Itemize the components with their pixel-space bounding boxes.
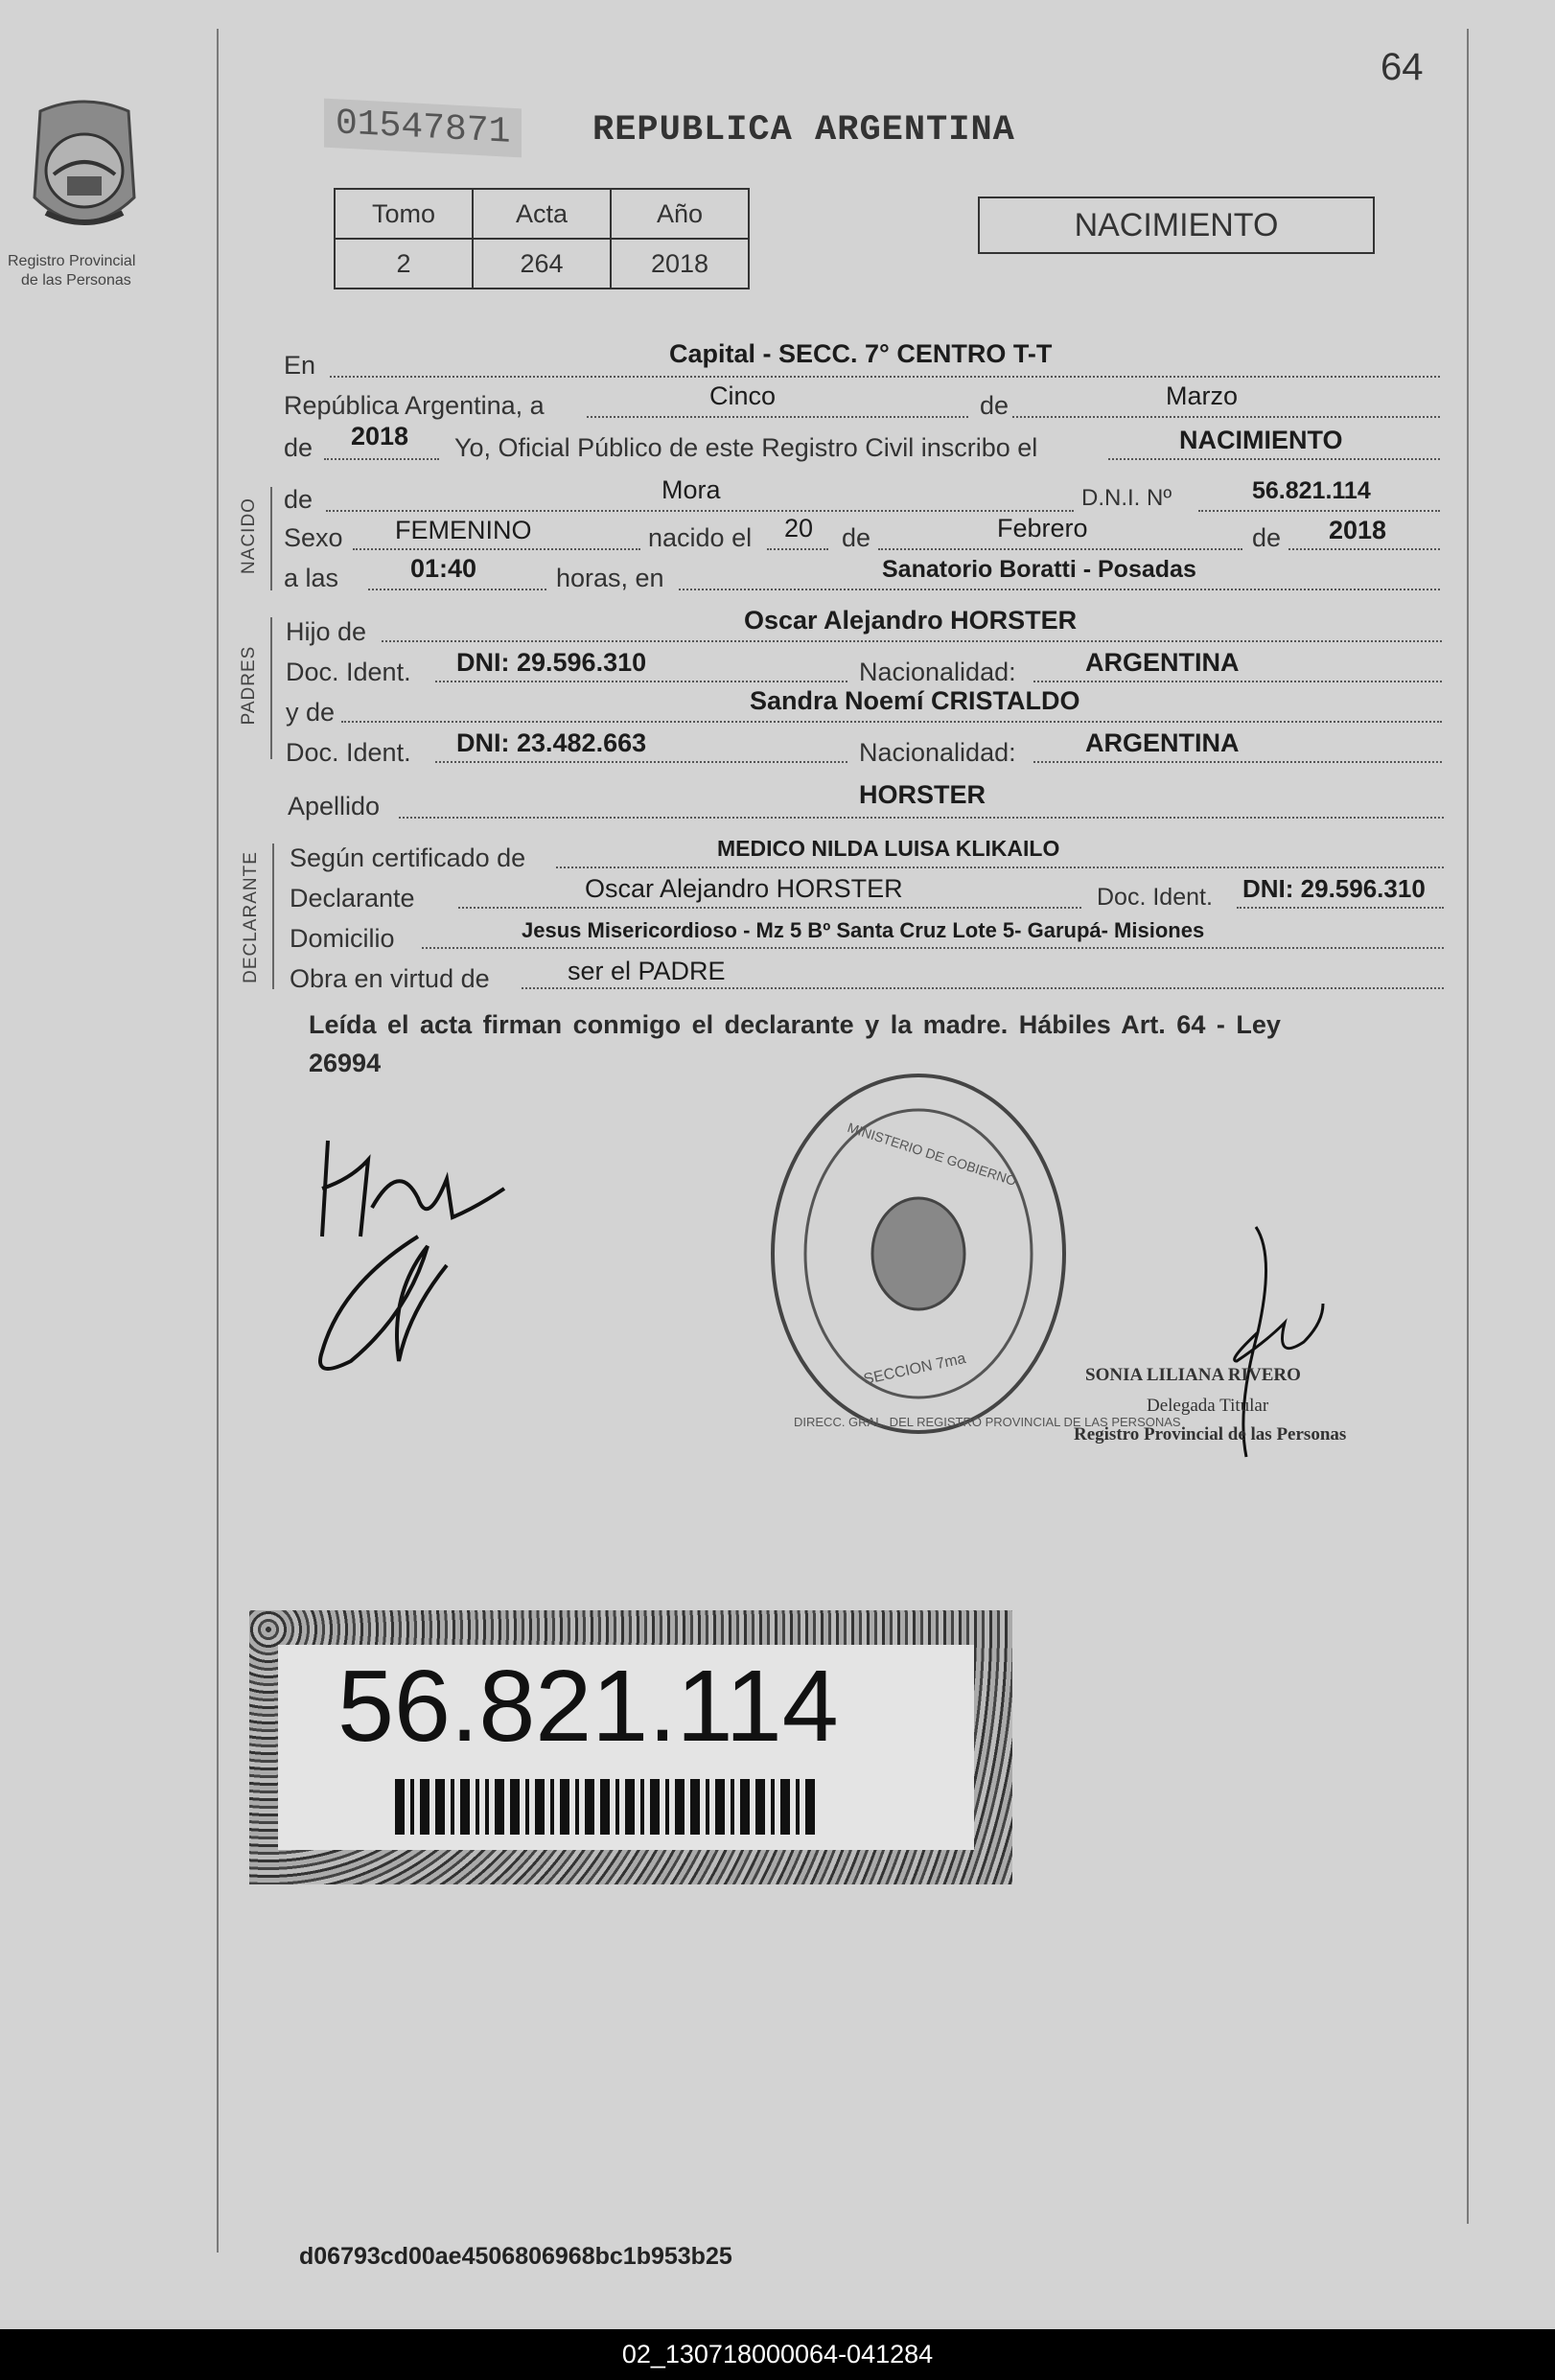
barcode-sticker [249, 1610, 1012, 1884]
value-padre-dni: DNI: 29.596.310 [456, 648, 647, 677]
closing-text-line-2: 26994 [309, 1049, 382, 1077]
label-obra: Obra en virtud de [290, 964, 490, 993]
logo-caption-2: de las Personas [21, 272, 131, 289]
right-margin-line [1467, 29, 1469, 2224]
label-de-nombre: de [284, 485, 313, 514]
value-lugar-nac: Sanatorio Boratti - Posadas [882, 556, 1196, 583]
serial-number: 01547871 [324, 99, 522, 158]
coat-of-arms-logo [21, 92, 148, 245]
ano-header: Año [611, 189, 749, 239]
side-label-padres: PADRES [239, 645, 259, 726]
label-de-year: de [284, 433, 313, 462]
value-madre-dni: DNI: 23.482.663 [456, 728, 647, 757]
dotted-line [522, 987, 1444, 989]
barcode-sticker-inner [278, 1645, 974, 1850]
dotted-line [458, 907, 1081, 909]
value-madre: Sandra Noemí CRISTALDO [750, 686, 1080, 715]
dotted-line [1033, 681, 1442, 682]
declarante-bracket [272, 843, 274, 989]
dotted-line [679, 589, 1440, 590]
dotted-line [326, 510, 1074, 512]
logo-caption-1: Registro Provincial [8, 253, 136, 269]
dotted-line [422, 947, 1444, 949]
value-anio: 2018 [351, 422, 409, 451]
dotted-line [1012, 416, 1440, 418]
value-apellido: HORSTER [859, 780, 986, 809]
value-madre-nac: ARGENTINA [1085, 728, 1240, 757]
value-padre: Oscar Alejandro HORSTER [744, 606, 1078, 635]
dotted-line [368, 589, 546, 590]
label-de-mes: de [980, 391, 1010, 420]
value-padre-nac: ARGENTINA [1085, 648, 1240, 677]
label-apellido: Apellido [288, 792, 381, 820]
value-hora: 01:40 [410, 554, 477, 583]
dotted-line [324, 458, 439, 460]
seal-outer-text: DIRECC. GRAL. DEL REGISTRO PROVINCIAL DE LAS PERSONAS [794, 1415, 1181, 1429]
acta-value: 264 [473, 239, 611, 289]
label-y-de: y de [286, 698, 336, 727]
value-declarante-dni: DNI: 29.596.310 [1242, 874, 1426, 903]
label-a-las: a las [284, 564, 339, 592]
side-label-nacido: NACIDO [239, 497, 259, 574]
dotted-line [435, 761, 847, 763]
nacido-bracket [270, 487, 272, 590]
dotted-line [1288, 548, 1440, 550]
acta-header: Acta [473, 189, 611, 239]
label-segun: Según certificado de [290, 843, 526, 872]
label-sexo: Sexo [284, 523, 343, 552]
official-role: Delegada Titular [1147, 1396, 1269, 1416]
document-hash: d06793cd00ae4506806968bc1b953b25 [299, 2243, 732, 2270]
official-seal [767, 1070, 1070, 1438]
footer-id-bar: 02_130718000064-041284 [0, 2329, 1555, 2380]
dotted-line [1198, 510, 1440, 512]
label-en: En [284, 351, 316, 380]
label-nacionalidad-padre: Nacionalidad: [859, 658, 1016, 686]
value-declarante: Oscar Alejandro HORSTER [585, 874, 903, 903]
record-type-box: NACIMIENTO [978, 196, 1375, 254]
label-de-anio: de [1252, 523, 1282, 552]
label-declarante: Declarante [290, 884, 415, 913]
value-nac-dia: 20 [784, 514, 814, 543]
dotted-line [878, 548, 1242, 550]
label-yo: Yo, Oficial Público de este Registro Civil inscribo el [454, 433, 1038, 462]
value-mes: Marzo [1166, 381, 1239, 410]
left-margin-line [217, 29, 219, 2253]
dotted-line [1237, 907, 1444, 909]
dotted-line [587, 416, 968, 418]
dotted-line [556, 867, 1444, 868]
label-republica: República Argentina, a [284, 391, 545, 420]
dotted-line [382, 640, 1442, 642]
label-dni: D.N.I. Nº [1081, 485, 1172, 511]
dotted-line [330, 376, 1440, 378]
closing-text-line-1: Leída el acta firman conmigo el declarante y la madre. Hábiles Art. 64 - Ley [309, 1010, 1281, 1039]
dotted-line [353, 548, 640, 550]
value-domicilio: Jesus Misericordioso - Mz 5 Bº Santa Cruz Lote 5- Garupá- Misiones [522, 918, 1205, 942]
label-nacionalidad-madre: Nacionalidad: [859, 738, 1016, 767]
value-tipo: NACIMIENTO [1179, 426, 1343, 454]
official-office: Registro Provincial de las Personas [1074, 1424, 1347, 1444]
official-name: SONIA LILIANA RIVERO [1085, 1365, 1301, 1385]
barcode-number: 56.821.114 [337, 1650, 839, 1763]
value-nac-anio: 2018 [1329, 516, 1387, 544]
seal-bottom-text: SECCION 7ma [862, 1350, 967, 1389]
value-nac-mes: Febrero [997, 514, 1088, 543]
declarant-signature [284, 1121, 543, 1390]
page-number: 64 [1381, 46, 1424, 88]
label-horas-en: horas, en [556, 564, 664, 592]
value-certificado: MEDICO NILDA LUISA KLIKAILO [717, 836, 1060, 861]
label-doc-ident-declarante: Doc. Ident. [1097, 884, 1213, 911]
barcode-bars [395, 1779, 855, 1835]
tomo-acta-ano-table [334, 188, 750, 289]
label-de-dia: de [842, 523, 871, 552]
value-dni: 56.821.114 [1252, 477, 1371, 504]
label-doc-ident-padre: Doc. Ident. [286, 658, 411, 686]
tomo-value: 2 [335, 239, 473, 289]
seal-inner-text: MINISTERIO DE GOBIERNO [846, 1119, 1019, 1190]
dotted-line [1108, 458, 1440, 460]
label-nacido-el: nacido el [648, 523, 753, 552]
label-hijo-de: Hijo de [286, 617, 367, 646]
padres-bracket [270, 617, 272, 759]
dotted-line [767, 548, 828, 550]
value-lugar: Capital - SECC. 7° CENTRO T-T [669, 339, 1053, 368]
dotted-line [399, 817, 1444, 819]
value-sexo: FEMENINO [395, 516, 532, 544]
value-dia-letras: Cinco [709, 381, 777, 410]
value-obra: ser el PADRE [568, 957, 726, 985]
document-title: REPUBLICA ARGENTINA [592, 110, 1015, 150]
side-label-declarante: DECLARANTE [241, 851, 261, 983]
label-domicilio: Domicilio [290, 924, 395, 953]
dotted-line [1033, 761, 1442, 763]
value-nombre: Mora [661, 475, 721, 504]
ano-value: 2018 [611, 239, 749, 289]
label-doc-ident-madre: Doc. Ident. [286, 738, 411, 767]
dotted-line [435, 681, 847, 682]
tomo-header: Tomo [335, 189, 473, 239]
dotted-line [341, 721, 1442, 723]
